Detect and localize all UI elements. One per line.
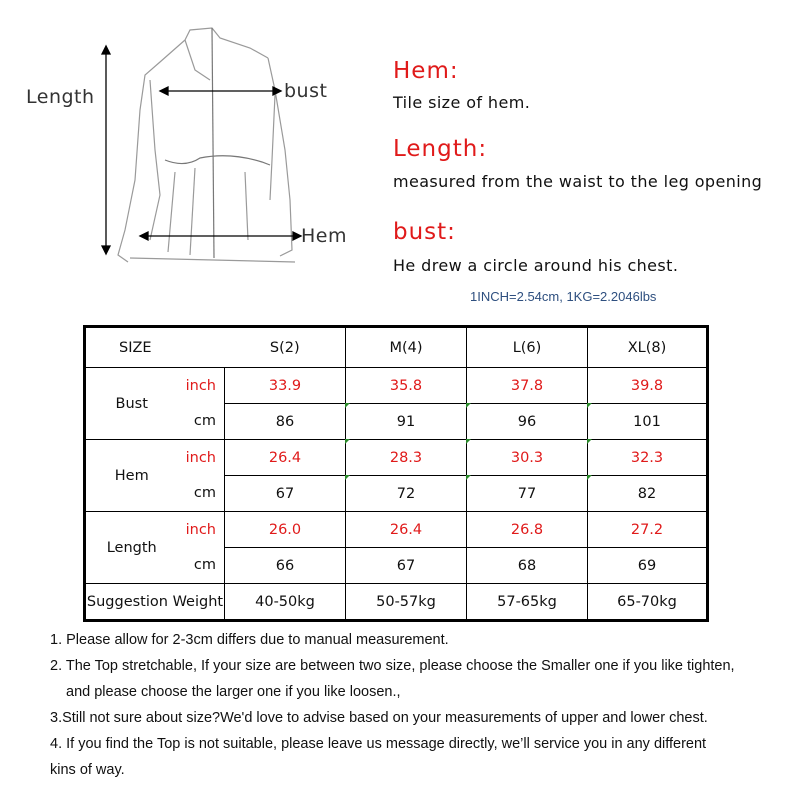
cell-value: 68 — [467, 548, 588, 584]
header-col-m: M(4) — [346, 327, 467, 368]
note-item: kins of way. — [50, 762, 125, 778]
measurement-arrows — [0, 0, 380, 280]
row-label-suggestion-weight: Suggestion Weight — [85, 584, 225, 621]
unit-cm: cm — [178, 548, 225, 584]
cell-value: 101 — [588, 404, 708, 440]
cell-value: 65-70kg — [588, 584, 708, 621]
table-row — [85, 440, 708, 476]
row-label-bust: Bust — [85, 368, 178, 440]
unit-cm: cm — [178, 404, 225, 440]
size-chart-table — [83, 325, 709, 622]
note-item: 1. Please allow for 2-3cm differs due to manual measurement. — [50, 632, 449, 648]
definition-term-hem: Hem: — [393, 58, 459, 84]
cell-value: 32.3 — [588, 440, 708, 476]
row-label-length: Length — [85, 512, 178, 584]
header-col-s: S(2) — [225, 327, 346, 368]
row-label-hem: Hem — [85, 440, 178, 512]
note-item: 3.Still not sure about size?We'd love to advise based on your measurements of upper and lower chest. — [50, 710, 708, 726]
table-row — [85, 512, 708, 548]
cell-value: 26.0 — [225, 512, 346, 548]
table-row-weight — [85, 584, 708, 621]
note-item: and please choose the larger one if you like loosen., — [66, 684, 401, 700]
cell-value: 77 — [467, 476, 588, 512]
unit-conversion-note: 1INCH=2.54cm, 1KG=2.2046lbs — [470, 289, 657, 304]
header-size: SIZE — [85, 327, 225, 368]
diagram-label-length: Length — [26, 86, 95, 108]
cell-value: 39.8 — [588, 368, 708, 404]
cell-value: 27.2 — [588, 512, 708, 548]
table-row — [85, 368, 708, 404]
cell-value: 33.9 — [225, 368, 346, 404]
cell-value: 67 — [346, 548, 467, 584]
table-row — [85, 476, 708, 512]
cell-value: 72 — [346, 476, 467, 512]
definition-term-bust: bust: — [393, 219, 456, 245]
cell-value: 40-50kg — [225, 584, 346, 621]
definition-text-hem: Tile size of hem. — [393, 93, 531, 112]
cell-value: 30.3 — [467, 440, 588, 476]
header-col-xl: XL(8) — [588, 327, 708, 368]
diagram-label-bust: bust — [284, 80, 328, 102]
cell-value: 37.8 — [467, 368, 588, 404]
note-item: 4. If you find the Top is not suitable, please leave us message directly, we’ll service you in any different — [50, 736, 707, 752]
cell-value: 67 — [225, 476, 346, 512]
cell-value: 66 — [225, 548, 346, 584]
cell-value: 26.8 — [467, 512, 588, 548]
unit-inch: inch — [178, 440, 225, 476]
definition-term-length: Length: — [393, 136, 488, 162]
note-item: 2. The Top stretchable, If your size are between two size, please choose the Smaller one if you like tighten, — [50, 658, 735, 674]
cell-value: 35.8 — [346, 368, 467, 404]
cell-value: 28.3 — [346, 440, 467, 476]
unit-inch: inch — [178, 368, 225, 404]
cell-value: 82 — [588, 476, 708, 512]
diagram-label-hem: Hem — [301, 225, 347, 247]
table-row — [85, 548, 708, 584]
cell-value: 86 — [225, 404, 346, 440]
notes-list — [50, 630, 735, 786]
definition-text-bust: He drew a circle around his chest. — [393, 256, 679, 275]
cell-value: 57-65kg — [467, 584, 588, 621]
cell-value: 50-57kg — [346, 584, 467, 621]
header-col-l: L(6) — [467, 327, 588, 368]
table-header-row — [85, 327, 708, 368]
table-row — [85, 404, 708, 440]
cell-value: 91 — [346, 404, 467, 440]
definition-text-length: measured from the waist to the leg opening — [393, 172, 763, 191]
unit-inch: inch — [178, 512, 225, 548]
cell-value: 26.4 — [225, 440, 346, 476]
cell-value: 69 — [588, 548, 708, 584]
cell-value: 96 — [467, 404, 588, 440]
unit-cm: cm — [178, 476, 225, 512]
cell-value: 26.4 — [346, 512, 467, 548]
